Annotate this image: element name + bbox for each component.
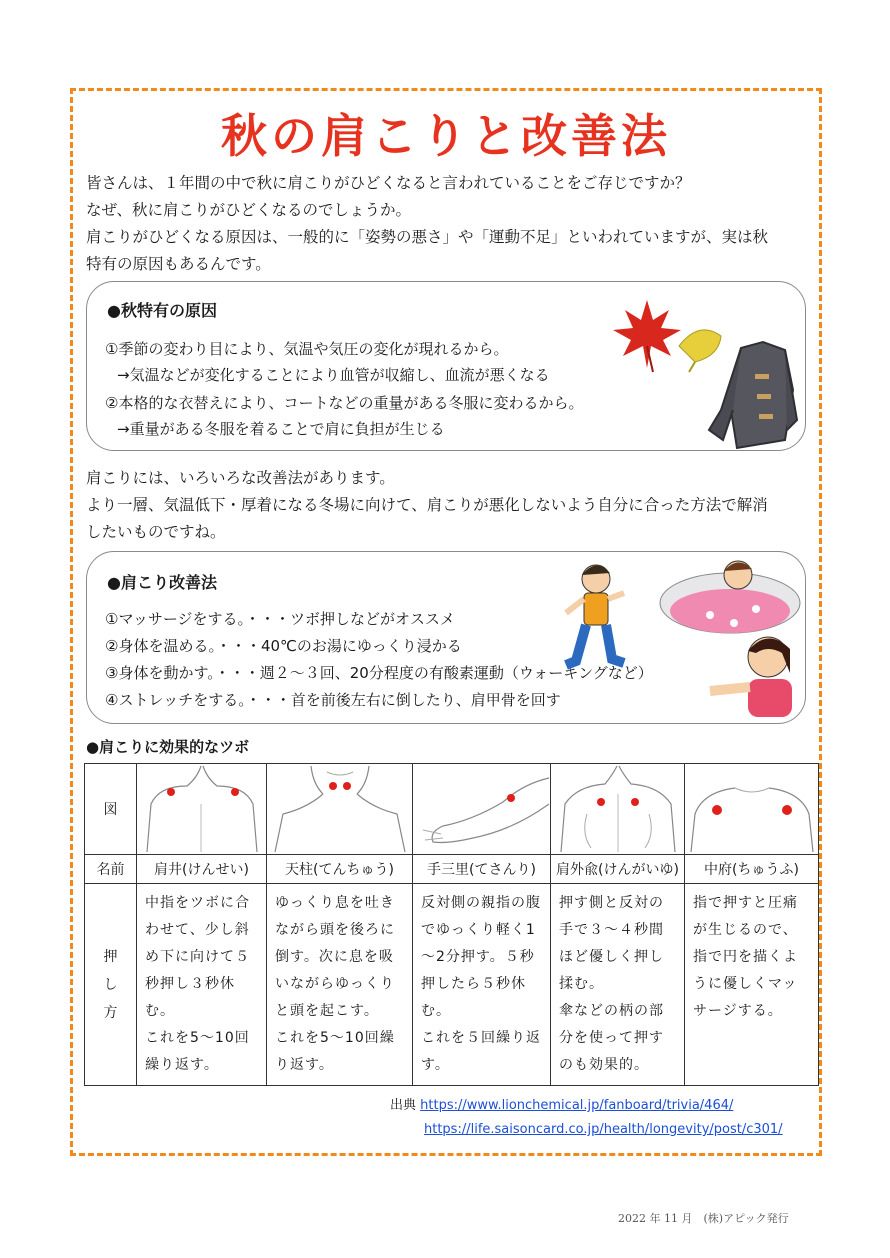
row-label-char: 押 [103, 948, 118, 965]
figure-tenchu [267, 764, 413, 855]
figure-kengaiyu [551, 764, 685, 855]
table-row-names [85, 855, 819, 884]
table-row-method [85, 884, 819, 1086]
stretching-woman-icon [710, 637, 792, 717]
ginkgo-leaf-icon [679, 330, 721, 362]
tsubo-point-icon [167, 788, 175, 796]
tsubo-point-icon [597, 798, 605, 806]
method-item: ①マッサージをする。・・・ツボ押しなどがオススメ [105, 610, 455, 628]
row-label-char: し [103, 976, 118, 993]
figure-chufu [685, 764, 819, 855]
tsubo-how [551, 884, 685, 1086]
how-text: これを５回繰り返す。 [421, 1030, 541, 1073]
tsubo-name: 肩井(けんせい) [137, 855, 267, 884]
intro-line: 肩こりがひどくなる原因は、一般的に「姿勢の悪さ」や「運動不足」といわれていますが、実は秋 [86, 228, 769, 246]
intro-paragraph [86, 170, 816, 278]
duffle-coat-icon [709, 342, 797, 448]
chufu-chest-diagram [685, 764, 819, 854]
middle-line: 肩こりには、いろいろな改善法があります。 [86, 469, 395, 487]
how-text: 傘などの柄の部分を使って押すのも効果的。 [559, 1003, 664, 1073]
tesanri-arm-diagram [413, 764, 551, 854]
exercise-bath-stretch-illustration [550, 553, 812, 723]
method-item: ③身体を動かす。・・・週２～３回、20分程度の有酸素運動（ウォーキングなど） [105, 664, 653, 682]
figure-kensei [137, 764, 267, 855]
method-item: ④ストレッチをする。・・・首を前後左右に倒したり、肩甲骨を回す [105, 691, 561, 709]
how-text: 押す側と反対の手で３～４秒間ほど優しく押し揉む。 [559, 895, 664, 992]
row-label-char: 方 [103, 1004, 118, 1021]
middle-paragraph [86, 465, 816, 546]
kensei-shoulder-diagram [137, 764, 267, 854]
cause-item: →重量がある冬服を着ることで肩に負担が生じる [117, 420, 445, 438]
how-text: これを5～10回繰り返す。 [275, 1030, 395, 1073]
tsubo-heading: ●肩こりに効果的なツボ [86, 738, 250, 756]
maple-leaf-icon [613, 300, 681, 368]
methods-heading: ●肩こり改善法 [107, 573, 217, 592]
tsubo-point-icon [782, 805, 792, 815]
intro-line: なぜ、秋に肩こりがひどくなるのでしょうか。 [86, 201, 412, 219]
figure-tesanri [413, 764, 551, 855]
middle-line: したいものですね。 [86, 523, 226, 541]
tenchu-neck-diagram [267, 764, 413, 854]
cause-item: →気温などが変化することにより血管が収縮し、血流が悪くなる [117, 366, 550, 384]
tsubo-point-icon [712, 805, 722, 815]
tsubo-name: 中府(ちゅうふ) [685, 855, 819, 884]
tsubo-how [413, 884, 551, 1086]
middle-line: より一層、気温低下・厚着になる冬場に向けて、肩こりが悪化しないよう自分に合った方法で解消 [86, 496, 768, 514]
tsubo-point-icon [329, 782, 337, 790]
walking-man-icon [566, 565, 624, 665]
tsubo-name: 天柱(てんちゅう) [267, 855, 413, 884]
autumn-leaves-coat-illustration [609, 290, 799, 450]
how-text: 中指をツボに合わせて、少し斜め下に向けて５秒押し３秒休む。 [145, 895, 250, 1019]
how-text: ゆっくり息を吐きながら頭を後ろに倒す。次に息を吸いながらゆっくりと頭を起こす。 [275, 895, 395, 1019]
tsubo-point-icon [631, 798, 639, 806]
source-link-saisoncard[interactable]: https://life.saisoncard.co.jp/health/longevity/post/c301/ [424, 1122, 783, 1137]
tsubo-how [685, 884, 819, 1086]
tsubo-point-icon [507, 794, 515, 802]
source-line-1 [390, 1094, 733, 1113]
tsubo-how [267, 884, 413, 1086]
bath-woman-icon [660, 561, 800, 633]
publisher-footer: 2022 年 11 月 (株)アピック発行 [618, 1212, 789, 1225]
row-label-how [85, 884, 137, 1086]
intro-line: 皆さんは、１年間の中で秋に肩こりがひどくなると言われていることをご存じですか？ [86, 174, 691, 192]
method-item: ②身体を温める。・・・40℃のお湯にゆっくり浸かる [105, 637, 462, 655]
row-label-name: 名前 [85, 855, 137, 884]
tsubo-point-icon [343, 782, 351, 790]
source-link-lionchemical[interactable]: https://www.lionchemical.jp/fanboard/trivia/464/ [420, 1098, 734, 1113]
tsubo-table [84, 763, 819, 1086]
how-text: 反対側の親指の腹でゆっくり軽く1～2分押す。５秒押したら５秒休む。 [421, 895, 541, 1019]
cause-item: ②本格的な衣替えにより、コートなどの重量がある冬服に変わるから。 [105, 394, 584, 412]
autumn-causes-box [86, 281, 806, 451]
page-title: 秋の肩こりと改善法 [221, 109, 671, 163]
cause-item: ①季節の変わり目により、気温や気圧の変化が現れるから。 [105, 340, 509, 358]
intro-line: 特有の原因もあるんです。 [86, 255, 271, 273]
source-label: 出典 [390, 1098, 417, 1113]
row-label-figure: 図 [85, 764, 137, 855]
table-row-figures [85, 764, 819, 855]
tsubo-point-icon [231, 788, 239, 796]
tsubo-name: 肩外兪(けんがいゆ) [551, 855, 685, 884]
causes-heading: ●秋特有の原因 [107, 301, 217, 320]
kengaiyu-back-diagram [551, 764, 685, 854]
tsubo-name: 手三里(てさんり) [413, 855, 551, 884]
how-text: これを5～10回繰り返す。 [145, 1030, 250, 1073]
how-text: 指で押すと圧痛が生じるので、指で円を描くように優しくマッサージする。 [693, 895, 798, 1019]
tsubo-how [137, 884, 267, 1086]
source-line-2 [424, 1122, 783, 1137]
